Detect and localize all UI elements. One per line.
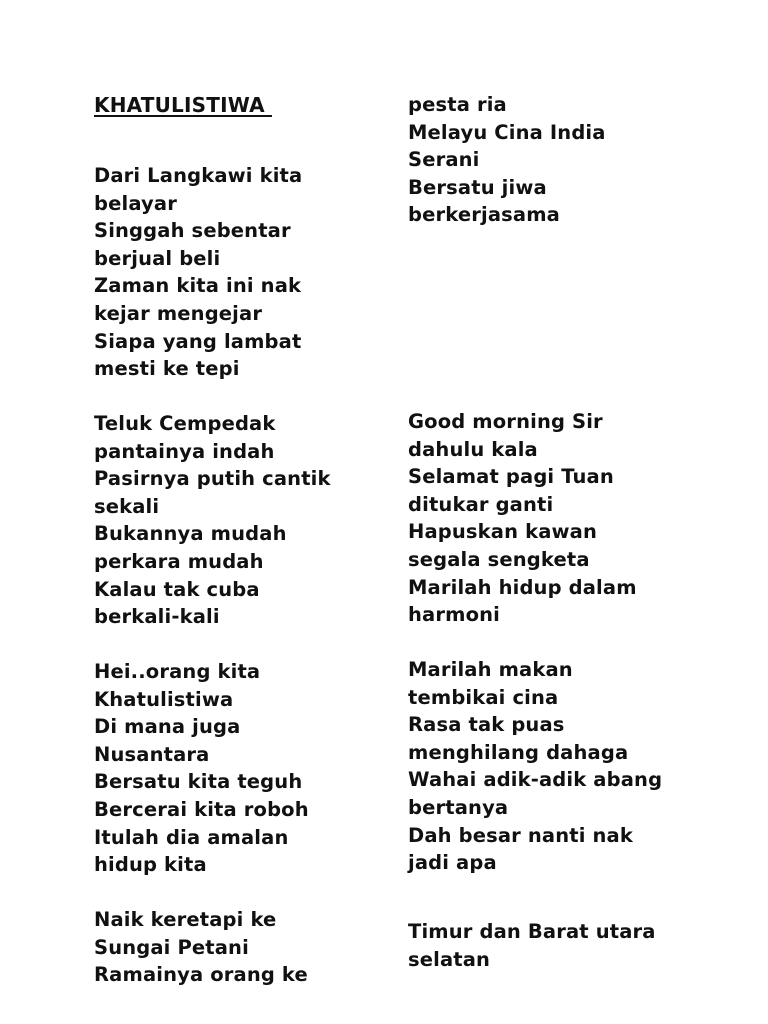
lyric-line: berkali-kali [94,605,220,629]
lyric-line: Marilah makan [408,658,573,681]
lyric-line: Dah besar nanti nak [408,823,633,847]
left-stanza-2 [94,410,331,631]
lyric-line: Di mana juga [94,715,241,739]
lyric-line: Wahai adik-adik abang [408,768,663,792]
lyric-line: Pasirnya putih cantik [94,467,331,491]
lyric-line: Nusantara [94,742,210,766]
lyric-line: perkara mudah [94,549,264,573]
lyric-line: Melayu Cina India [408,120,606,144]
document-title: KHATULISTIWA [94,93,272,117]
lyric-line: Bersatu kita teguh [94,770,303,794]
lyric-line: pantainya indah [94,439,275,463]
lyric-line: berkerjasama [408,203,560,227]
lyric-line: Sungai Petani [94,935,249,959]
lyric-line: tembikai cina [408,685,559,709]
lyric-line: Ramainya orang ke [94,963,308,987]
lyric-line: Singgah sebentar [94,219,291,243]
lyric-line: pesta ria [408,93,507,116]
left-stanza-3 [94,658,309,879]
lyric-line: Siapa yang lambat [94,329,302,353]
lyric-line: Kalau tak cuba [94,577,260,601]
lyric-line: menghilang dahaga [408,740,629,764]
lyric-line: bertanya [408,795,509,819]
right-stanza-3 [408,656,662,877]
lyric-line: sekali [94,494,160,518]
lyric-line: mesti ke tepi [94,357,240,381]
left-stanza-4 [94,906,308,989]
lyric-line: Hapuskan kawan [408,520,598,544]
lyric-line: Naik keretapi ke [94,908,277,931]
lyric-line: Serani [408,148,480,172]
lyric-line: segala sengketa [408,547,590,571]
lyric-line: Zaman kita ini nak [94,274,302,298]
right-stanza-2 [408,408,637,629]
lyric-line: Khatulistiwa [94,687,234,711]
lyric-line: Timur dan Barat utara [408,920,656,943]
lyric-line: berjual beli [94,246,221,270]
lyric-line: Bukannya mudah [94,522,287,546]
lyric-line: Itulah dia amalan [94,825,289,849]
lyric-line: dahulu kala [408,437,538,461]
lyric-line: selatan [408,947,491,971]
lyric-line: ditukar ganti [408,492,554,516]
lyric-line: Marilah hidup dalam [408,575,637,599]
lyric-line: Dari Langkawi kita [94,164,303,187]
lyric-line: hidup kita [94,853,207,877]
right-stanza-4 [408,918,656,973]
lyric-line: Teluk Cempedak [94,412,276,435]
lyric-line: Selamat pagi Tuan [408,465,614,489]
lyric-line: jadi apa [408,851,497,875]
lyric-line: Rasa tak puas [408,713,565,737]
right-stanza-1 [408,91,606,229]
lyric-line: Bersatu jiwa [408,175,547,199]
lyric-line: kejar mengejar [94,301,263,325]
lyric-line: harmoni [408,603,500,627]
left-stanza-1 [94,162,302,383]
lyric-line: Hei..orang kita [94,660,261,683]
lyric-line: Bercerai kita roboh [94,797,309,821]
lyric-line: belayar [94,191,177,215]
lyric-line: Good morning Sir [408,410,603,433]
